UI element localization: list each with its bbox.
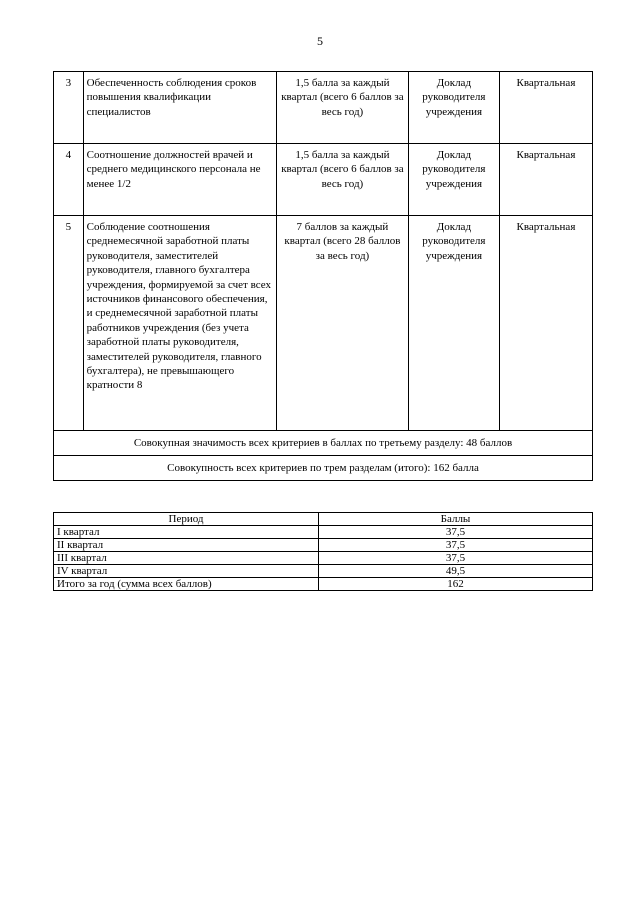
criterion-name: Соотношение должностей врачей и среднего медицинского персонала не менее 1/2 (83, 144, 276, 216)
criterion-name: Обеспеченность соблюдения сроков повышения квалификации специалистов (83, 72, 276, 144)
section-total: Совокупная значимость всех критериев в баллах по третьему разделу: 48 баллов (54, 431, 593, 456)
score-cell: 37,5 (319, 526, 593, 539)
table-row (54, 552, 593, 565)
period-cell: III квартал (54, 552, 319, 565)
criteria-table (53, 71, 593, 481)
period-cell: II квартал (54, 539, 319, 552)
table-row (54, 578, 593, 591)
score-cell: 37,5 (319, 539, 593, 552)
score-cell: 49,5 (319, 565, 593, 578)
criterion-number: 4 (54, 144, 84, 216)
grand-total-row (54, 456, 593, 481)
criterion-source: Доклад руководителя учреждения (408, 144, 499, 216)
period-cell: Итого за год (сумма всех баллов) (54, 578, 319, 591)
header-score: Баллы (319, 513, 593, 526)
period-cell: I квартал (54, 526, 319, 539)
table-row (54, 565, 593, 578)
period-cell: IV квартал (54, 565, 319, 578)
criterion-number: 3 (54, 72, 84, 144)
header-period: Период (54, 513, 319, 526)
criterion-score: 1,5 балла за каждый квартал (всего 6 баллов за весь год) (276, 72, 408, 144)
score-cell: 162 (319, 578, 593, 591)
score-cell: 37,5 (319, 552, 593, 565)
section-total-row (54, 431, 593, 456)
table-row (54, 526, 593, 539)
criterion-name: Соблюдение соотношения среднемесячной заработной платы руководителя, заместителей руководителя, главного бухгалтера учреждения, формируемой за счет всех источников финансового обеспечения, и среднемесячной заработной платы работников учреждения (без учета заработной платы руководителя, заместителей руководителя, главного бухгалтера), не превышающего кратности 8 (83, 216, 276, 431)
criterion-source: Доклад руководителя учреждения (408, 72, 499, 144)
table-row (54, 72, 593, 144)
scores-table (53, 512, 593, 591)
criterion-score: 7 баллов за каждый квартал (всего 28 баллов за весь год) (276, 216, 408, 431)
criterion-period: Квартальная (499, 72, 592, 144)
table-row (54, 144, 593, 216)
table-row (54, 216, 593, 431)
criterion-score: 1,5 балла за каждый квартал (всего 6 баллов за весь год) (276, 144, 408, 216)
page-number: 5 (317, 34, 323, 48)
table-row (54, 539, 593, 552)
criterion-period: Квартальная (499, 216, 592, 431)
criterion-number: 5 (54, 216, 84, 431)
criterion-source: Доклад руководителя учреждения (408, 216, 499, 431)
scores-header-row (54, 513, 593, 526)
grand-total: Совокупность всех критериев по трем разделам (итого): 162 балла (54, 456, 593, 481)
criterion-period: Квартальная (499, 144, 592, 216)
